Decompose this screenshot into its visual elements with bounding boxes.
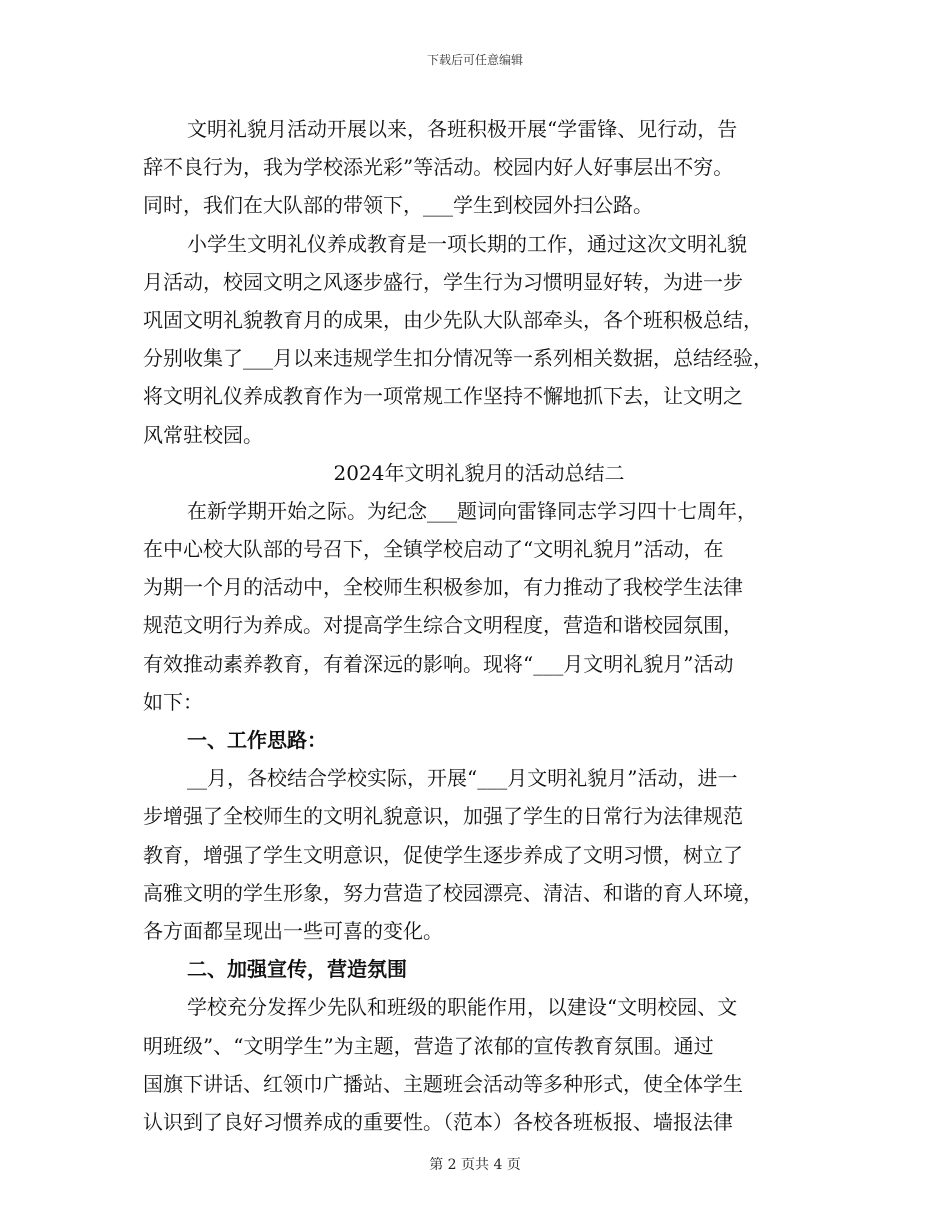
paragraph-line: 在中心校大队部的号召下，全镇学校启动了“文明礼貌月”活动，在 [143,537,724,562]
paragraph-line: 为期一个月的活动中，全校师生积极参加，有力推动了我校学生法律 [143,575,743,600]
page-footer: 第 2 页共 4 页 [429,1157,521,1173]
paragraph-line: 各方面都呈现出一些可喜的变化。 [143,918,443,943]
paragraph-line: 同时，我们在大队部的带领下，___学生到校园外扫公路。 [143,193,653,218]
paragraph-line: 认识到了良好习惯养成的重要性。（范本）各校各班板报、墙报法律 [143,1109,733,1134]
paragraph-line: 教育，增强了学生文明意识，促使学生逐步养成了文明习惯，树立了 [143,842,743,867]
paragraph-line: 小学生文明礼仪养成教育是一项长期的工作，通过这次文明礼貌 [187,231,747,256]
paragraph-line: 规范文明行为养成。对提高学生综合文明程度，营造和谐校园氛围， [143,613,743,638]
paragraph-line: 月活动，校园文明之风逐步盛行，学生行为习惯明显好转，为进一步 [143,269,743,294]
page-header: 下载后可任意编辑 [426,53,523,67]
paragraph-line: 有效推动素养教育，有着深远的影响。现将“___月文明礼貌月”活动 [143,651,734,676]
section-heading: 一、工作思路： [187,728,327,752]
section-heading: 二、加强宣传，营造氛围 [187,957,407,982]
section-title: 2024年文明礼貌月的活动总结二 [333,460,625,485]
paragraph-line: 巩固文明礼貌教育月的成果，由少先队大队部牵头，各个班积极总结， [143,307,763,332]
document-body [143,110,815,1141]
paragraph-line: 风常驻校园。 [143,422,263,447]
paragraph-line: 在新学期开始之际。为纪念___题词向雷锋同志学习四十七周年， [187,498,757,523]
paragraph-line: __月，各校结合学校实际，开展“___月文明礼貌月”活动，进一 [187,766,738,791]
paragraph-line: 国旗下讲话、红领巾广播站、主题班会活动等多种形式，使全体学生 [143,1071,743,1096]
paragraph-line: 步增强了全校师生的文明礼貌意识，加强了学生的日常行为法律规范 [143,804,743,829]
paragraph-line: 将文明礼仪养成教育作为一项常规工作坚持不懈地抓下去，让文明之 [143,384,743,409]
paragraph-line: 如下： [143,689,203,714]
paragraph-line: 文明礼貌月活动开展以来，各班积极开展“学雷锋、见行动，告 [187,117,738,141]
paragraph-line: 高雅文明的学生形象，努力营造了校园漂亮、清洁、和谐的育人环境， [143,880,763,905]
paragraph-line: 学校充分发挥少先队和班级的职能作用，以建设“文明校园、文 [187,995,738,1020]
paragraph-line: 辞不良行为，我为学校添光彩”等活动。校园内好人好事层出不穷。 [143,155,734,180]
paragraph-line: 明班级”、“文明学生”为主题，营造了浓郁的宣传教育氛围。通过 [143,1033,714,1058]
paragraph-line: 分别收集了___月以来违规学生扣分情况等一系列相关数据，总结经验， [143,346,773,371]
